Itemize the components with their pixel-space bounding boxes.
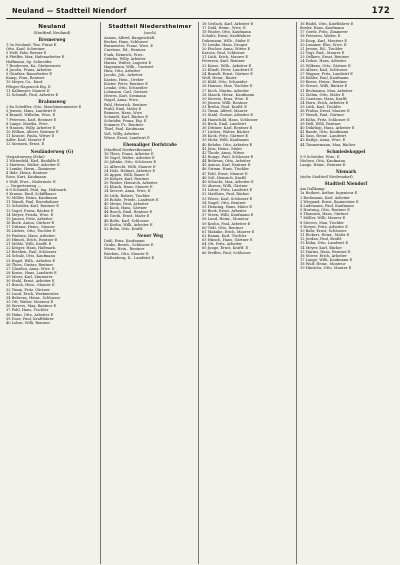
resident-list — [300, 175, 392, 179]
resident-entry: 39 Hell, Willi, Rentner — [300, 121, 341, 126]
resident-entry: 29 Sievers, Erna, Wwe. E — [202, 96, 249, 101]
resident-entry: 34 Horn, Erich, Arbeiter E — [300, 100, 349, 105]
resident-entry: 20 Fischer, Anna, Witwe E — [202, 46, 251, 51]
resident-entry: 31 Beckmann, Max, Arbeiter — [300, 88, 353, 93]
resident-entry: 1a Rothert, Arthur, Ingenieur E — [300, 191, 358, 196]
resident-list — [104, 148, 196, 231]
resident-entry: 40 Dührkop, Hans, Arbeiter E — [300, 125, 355, 130]
resident-entry: 4 Lüdemann, Paul, Kaufmann — [300, 203, 354, 208]
street-heading: Neuländerweg (G) — [30, 148, 74, 154]
street-heading: Ehemaliger Dorfstraße — [123, 141, 177, 147]
resident-entry: 43 Runge, Paul, Schlosser E — [202, 155, 254, 159]
resident-entry: 51 Lohse, Fritz, Landwirt E — [202, 188, 253, 193]
column-title: Neuland — [38, 24, 66, 30]
resident-entry: Voß, Willy, Arbeiter — [104, 131, 140, 136]
resident-entry: 21 Möhle, Willi, Kraftf. E — [6, 241, 52, 246]
resident-entry: 5 Jensen, Hans, Landwirt E — [6, 109, 56, 114]
resident-entry: 1-3a Neuland, Tim. Franz E — [6, 43, 57, 47]
resident-entry: 14 Meyer, Karl, Bäcker — [300, 245, 343, 250]
resident-entry: Rose, Kurt, Kaufmann — [6, 175, 47, 180]
resident-list — [300, 22, 392, 147]
resident-entry: 19 Hinrichs, Otto, Maurer E — [300, 266, 352, 271]
page-header — [6, 4, 394, 19]
resident-entry: 37 Pohl, Hans, Tischler — [6, 308, 49, 313]
directory-columns — [6, 19, 394, 564]
resident-entry: 65 Junge, Ernst, Kraftf. E — [202, 246, 249, 251]
resident-entry: 38 Rohde, Friedr., Landwirt E — [104, 197, 159, 202]
resident-list — [6, 43, 98, 97]
street-heading: Brahmsweg — [38, 99, 66, 105]
resident-entry: 24 Holz, Helmut, Arbeiter E — [104, 168, 156, 173]
resident-entry: 38 Köhn, Fritz, Schlosser E — [300, 117, 350, 122]
resident-entry: 5 Hartung, Otto, Rentner E — [300, 208, 350, 213]
resident-entry: 12 Schröder, Karl, Rentner E — [6, 204, 59, 209]
resident-entry: 37 Lüders, Walter, Bäcker — [202, 130, 250, 135]
running-head: Neuland — Stadtteil Niendorf — [12, 7, 127, 15]
resident-list — [300, 187, 392, 270]
resident-entry: Krause, Paul, Schlosser — [202, 51, 245, 56]
resident-entry: 42 Kock, Hans, Gärtner — [104, 206, 147, 211]
resident-entry: 18 Petersen, Walter, E — [300, 34, 341, 39]
resident-entry: Otto, Kauf. Schreiner — [6, 47, 45, 52]
resident-entry: 66 Steffen, Paul, Schlosser — [202, 250, 251, 255]
resident-entry: Mewes, Karl, Seemann — [104, 94, 147, 99]
resident-entry: 45 Asmus, Karl, Rentner E — [202, 163, 251, 168]
resident-entry: 36 Lüth, Robert, Tischler — [104, 193, 150, 198]
resident-entry: 23 Oelkers, Ernst, Rentner — [300, 55, 350, 60]
resident-entry: Grube, Bernh., Schlosser E — [104, 243, 154, 248]
resident-entry: 9 Günther, Bauarbeiter E — [6, 72, 53, 77]
resident-entry: 26 Appen, Willi, Bauer E — [104, 172, 149, 177]
resident-entry: 25 Engel, Wilh., Arbeiter E — [6, 258, 56, 263]
resident-entry: 40 Meins, Paul, Arbeiter — [104, 201, 149, 206]
resident-entry: 11 Wandt, Paul, Eisenbahner — [6, 200, 59, 205]
resident-entry: 35 Lüth, Karl, Tischler — [300, 105, 342, 110]
resident-entry: 24 Dohse, Hans, Arbeiter — [300, 59, 347, 64]
resident-entry: 56 Bock, Ernst, Arbeiter — [202, 209, 247, 214]
resident-entry: 33 Carstens, Hans, Kraftf. — [300, 96, 348, 101]
resident-entry: 27 Claußen, Anna, Wwe. E — [6, 266, 55, 271]
resident-entry: 5 Wolf, Wwe., Malermstr. E — [6, 179, 56, 184]
resident-entry: 52 Behn, Otto, Kraftf. — [104, 226, 144, 231]
column-title: Stadtteil Niederstheimer — [108, 24, 192, 30]
resident-entry: Becker, Hans, Schlosser — [104, 40, 149, 45]
resident-entry: Carstens, Ed., Rentner — [104, 48, 146, 53]
resident-entry: 10 Möller, Heinz, Kaufmann — [6, 196, 58, 201]
resident-entry: Nielsen, Otto, Kaufmann — [300, 158, 346, 163]
resident-entry: Dahl, Erna, Kaufmann — [104, 239, 145, 244]
resident-entry: Bosler, Hans, Kaufmann — [300, 26, 344, 31]
resident-entry: 2 Beckmann, Karl, Arbeiter — [300, 195, 351, 200]
resident-entry: 17 Gerds, Fritz, Zimmerer — [300, 30, 348, 35]
resident-entry: Kasten, Hein., Dreher — [104, 77, 144, 82]
resident-entry: 52 Matthies, Paul, Bäcker — [202, 192, 250, 197]
resident-list — [104, 36, 196, 140]
resident-entry: Pahl, Heinrich, Rentner — [104, 102, 148, 107]
street-heading: Stadtteil Niendorf — [324, 181, 368, 187]
resident-entry: 22 Kruse, Wilh., Arbeiter E — [202, 63, 252, 68]
resident-entry: 1 Wittenfeld, Karl, Bauhilfe E — [6, 158, 60, 163]
resident-entry: 28 Kruse, Hans, Landwirt E — [6, 270, 57, 275]
resident-entry: 49 Schacht, Max, Arbeiter E — [202, 179, 254, 184]
resident-entry: 35 Beck, Emil, Landwirt — [202, 121, 247, 126]
resident-entry: 18 Vogel, Walter, Arbeiter E — [104, 156, 155, 161]
resident-entry: 54 Nagel, Otto, Rentner — [202, 200, 246, 205]
resident-entry: 23 Riecken, Paul, Schlosser — [6, 250, 57, 255]
resident-entry: 46 Grimm, Hans, Tischler — [202, 167, 249, 172]
resident-entry: 58 Lund, Heinr., Monteur — [202, 217, 249, 222]
resident-entry: 30 Struve, Willi, Bäcker E — [300, 84, 348, 89]
resident-entry: 29 Meier, Karl, Zimmerer — [6, 275, 53, 280]
resident-entry: 33 Stahl, Gustav, Arbeiter E — [202, 113, 253, 118]
resident-entry: 9 Hansen, Willy, Arbeiter E — [6, 125, 56, 130]
resident-entry: 62 Ramm, Karl, Tischler — [202, 233, 247, 238]
resident-entry: Adler, Karl, Maurer E — [6, 138, 46, 143]
resident-entry: Funk, Heinrich, Wwe. — [104, 52, 144, 57]
resident-entry: 5-9 Schröder, Wwe. E — [300, 154, 340, 159]
resident-entry: 55 Henning, Hans, Maler E — [202, 204, 252, 209]
resident-entry: Prahl, Emil, Maler E — [104, 106, 142, 111]
resident-entry: Am Dallkamp — [300, 187, 325, 192]
resident-entry: Dohrmann, Wilh., Maler E — [202, 38, 250, 43]
resident-entry: Reimers, Hans, Wwe. — [104, 110, 144, 115]
resident-entry: 53 Wiese, Karl, Schlosser E — [202, 196, 253, 201]
resident-entry: 11 Rickert, Heinr., Maler E — [300, 233, 350, 238]
resident-entry: Petersen, Karl, Rentner — [202, 59, 245, 64]
resident-list — [202, 22, 294, 255]
resident-entry: 41 Baade, Otto, Kaufmann — [300, 130, 349, 135]
resident-entry: Köster, Peter, Rentner E — [104, 81, 148, 86]
resident-entry: 15 Jansen, Fritz, Arbeiter — [6, 216, 53, 221]
resident-entry: 34 Hauschild, Hans, Schlosser — [202, 117, 258, 122]
resident-entry: 28 Kröger, Karl, Rentner — [104, 177, 150, 181]
resident-entry: 35 Ott, Walter, Monteur E — [6, 300, 54, 305]
resident-entry: 22 Albrecht, Willi, Maurer E — [104, 164, 156, 169]
resident-entry: 19 Paulsen, Hans, Arbeiter — [6, 233, 56, 238]
resident-entry: 16 Rüdel, Otto, Kraftfahrer E — [300, 22, 354, 26]
resident-entry: 10 Bahr, Ernst, Schlosser — [300, 228, 347, 233]
resident-entry: Gehrke, Willy, Arbeiter — [104, 56, 146, 61]
resident-entry: 13 Kühn, Otto, Landwirt E — [300, 241, 349, 246]
resident-entry: 7 Brodersen, Ka. Gärtnermstr. — [6, 63, 62, 68]
resident-entry: 22 Vogt, Rud., Maurer E — [300, 51, 345, 56]
resident-entry: Vorgartenweg (Ecke) — [6, 154, 45, 159]
resident-entry: 38 Kock, Fritz, Gärtner E — [202, 134, 249, 139]
resident-entry: Wiese, Ernst, Landwirt E — [104, 135, 150, 140]
resident-entry: 42 Thode, Anna, Witwe — [202, 150, 245, 155]
resident-entry: 20 Hinsch, Erich, Rentner E — [6, 237, 58, 242]
column-3 — [202, 22, 297, 564]
resident-entry: 44 Timmermann, Max, Bäcker — [300, 142, 356, 147]
resident-entry: 48 Bolte, Karl, Schlosser — [104, 218, 150, 223]
resident-entry: 24 Brandt, Ernst, Gärtner E — [202, 71, 253, 76]
resident-entry: Asmus, Alfred, Baugeschäft — [104, 36, 155, 40]
resident-entry: 39 Mohr, Willi, Kaufmann — [202, 138, 249, 143]
resident-entry: 20 Jahnke, Otto, Schlosser E — [104, 160, 157, 165]
street-heading: Schmiedekoppel — [326, 148, 366, 154]
resident-entry: 34 Sievert, Anna, Wwe. E — [104, 189, 151, 194]
resident-entry: Riecken, Otto, Maurer E — [104, 251, 149, 256]
resident-entry: 3 Wiegand, Ernst, Baumeister E — [300, 199, 359, 204]
resident-entry: Schultz, Ernst, Kraftfahrer — [202, 34, 251, 39]
resident-entry: 30 Stahl, Ernst, Arbeiter E — [6, 279, 55, 284]
resident-entry: 12 Schmidt, Paul, Arbeiter E — [6, 92, 59, 97]
resident-entry: 26 Hansen, Max, Tischler E — [202, 84, 253, 89]
resident-entry: 6-8 Schmidt, Paul, Ing. Hafenarb. — [6, 187, 68, 192]
resident-entry: 8 Lange, Martha, Wwe. — [6, 121, 49, 126]
resident-entry: 8 Sievers, Max, Tischler — [300, 220, 345, 225]
resident-entry: 16 Bock, Anton, Gärtner E — [6, 221, 55, 226]
resident-entry: Nagel, Anna, Wwe. — [104, 98, 139, 103]
resident-entry: 12 Jordan, Paul, Kraftf. — [300, 237, 342, 242]
street-heading: Neuer Weg — [137, 233, 163, 239]
resident-entry: 64 Ott, Fritz, Arbeiter — [202, 242, 242, 247]
resident-entry: 40 Rehder, Otto, Arbeiter E — [202, 142, 253, 147]
resident-entry: 63 Hinsch, Hans, Gärtner E — [202, 238, 253, 243]
resident-entry: 60 Tödt, Otto, Rentner — [202, 225, 244, 230]
resident-entry: 36 Frahm, Ernst, Maurer E — [300, 109, 350, 114]
column-4 — [300, 22, 394, 564]
resident-entry: 57 Steen, Willi, Kaufmann E — [202, 213, 254, 218]
resident-entry: 38 Hahn, Otto, Arbeiter E — [6, 312, 54, 317]
resident-entry: 2-4a Scheffler, Otto, Maschinenmeister E — [6, 105, 82, 110]
resident-entry: 27 Wagner, Fritz, Landwirt E — [300, 71, 353, 76]
resident-entry: 13 Vogel, Franz, Bäcker E — [6, 208, 54, 213]
resident-entry: Harms, Walter, Lagerist E — [104, 60, 152, 65]
resident-entry: 30 Winter, Heinrich, Arbeiter — [104, 181, 158, 186]
resident-entry: 10 Wilken, Albert, Rentner E — [6, 129, 59, 134]
resident-entry: 33 Lund, Erich, Werkmeister — [6, 291, 59, 296]
resident-entry: 29 Reese, Heinr., Rentner — [300, 80, 348, 85]
resident-entry: 44 Behrens, Otto, Arbeiter — [202, 159, 251, 164]
resident-entry: Kamp, Frau, Rentner — [6, 76, 45, 81]
resident-list — [300, 155, 392, 167]
resident-entry: 18 Wulf, Heinr., Monteur — [300, 262, 346, 267]
resident-entry: (Stadtteil Niederstheimer) — [104, 147, 153, 152]
resident-entry: 16 Thies, Franz, Arbeiter E — [104, 152, 154, 157]
resident-entry: 48 Voß, Heinrich, Kraftf. — [202, 175, 247, 180]
resident-entry: 36 Dittmer, Karl, Rentner E — [202, 125, 253, 130]
resident-entry: 4 Ihde, Heinz, Rentner — [6, 171, 48, 176]
resident-entry: 25 Kühl, Otto, Schneider — [202, 80, 248, 85]
resident-entry: 24 Schulz, Otto, Kaufmann — [6, 254, 56, 259]
column-2 — [104, 22, 199, 564]
resident-entry: 6 Pfeiffer, Max, Hafenarbeiter E — [6, 55, 65, 60]
resident-entry: 26 Albers, Karl, Schlosser — [300, 67, 348, 72]
resident-entry: 9 Dreyer, Fritz, Arbeiter E — [300, 224, 348, 229]
resident-list — [104, 239, 196, 260]
resident-entry: Lohmann, Carl, Gärtner — [104, 90, 148, 95]
resident-entry: 44 Busch, Emil, Rentner E — [104, 210, 153, 215]
resident-list — [6, 105, 98, 147]
resident-entry: 9 Krause, Emil, Schiffbauer — [6, 192, 57, 196]
resident-entry: 20 Lemmer, Else, Wwe. E — [300, 42, 347, 47]
resident-entry: 7 Möller, Willi, Maurer E — [300, 216, 346, 221]
resident-entry: 17 Lange, Willi, Kaufmann E — [300, 257, 353, 262]
resident-entry: 14 Meyer, Frieda, Wwe. E — [6, 212, 54, 217]
page-number: 172 — [371, 6, 390, 16]
resident-entry: 15 Harms, Hans, Rentner E — [300, 249, 351, 254]
resident-entry: 47 Pohl, Ernst, Maurer E — [202, 171, 248, 176]
resident-entry: 11 Krause, Paula, Witwe E — [6, 134, 55, 139]
resident-entry: 2 Martens, Walter, Arbeiter E — [6, 162, 60, 167]
resident-entry: 8 Jacobs, Franz, Arbeiter — [6, 67, 52, 72]
resident-entry: 36 Sievers, Max, Rentner E — [6, 304, 57, 309]
resident-entry: 25 Wilkens, Otto, Gärtner E — [300, 63, 351, 68]
resident-entry: Wolf, Heinr., Bauer — [202, 76, 237, 81]
column-1 — [6, 22, 101, 564]
resident-entry: 37 Wendt, Paul, Gärtner — [300, 113, 345, 118]
resident-entry: 28 Maack, Heinr., Kaufmann — [202, 92, 255, 97]
resident-entry: 41 Jöns, Heinr., Maler — [202, 146, 243, 151]
resident-entry: 61 Mahnke, Erich, Maurer E — [202, 229, 255, 234]
resident-entry: 16 Stöver, Erich, Arbeiter — [300, 253, 347, 258]
resident-entry: Schmidt, Karl, Bäcker E — [104, 114, 148, 119]
resident-entry: 30 Jensen, Willi, Rentner — [202, 100, 248, 105]
resident-entry: 42 Sass, Heinr., Landwirt — [300, 134, 347, 139]
resident-entry: 11 Kallmeyer, Maurer E — [6, 88, 50, 93]
street-heading: Niemark — [335, 169, 357, 175]
resident-entry: Pfleger-Hageneck Eig. E — [6, 84, 51, 89]
resident-entry: 12 Siemsen, Ernst, E — [6, 142, 45, 147]
resident-entry: Meins, Hein., Rentner — [104, 247, 145, 252]
resident-entry: (siehe Stadtteil Niedrendorf) — [300, 175, 353, 180]
column-subtitle: (noch) — [143, 30, 157, 35]
resident-entry: 5 Wolf, Fahr. Berner E — [6, 51, 47, 56]
resident-entry: 59 Krohn, Paul, Arbeiter E — [202, 221, 251, 226]
resident-entry: 32 Ziehm, Otto, Maler E — [300, 92, 345, 97]
resident-entry: 31 Busch, Hein., Maurer E — [6, 283, 55, 288]
resident-entry: 40 Lohse, Willi, Rentner — [6, 320, 51, 325]
resident-entry: — Vorgartenweg — — [6, 183, 42, 188]
resident-entry: 26 Thies, Gustav, Rentner — [6, 262, 54, 267]
resident-entry: Lemke, Otto, Schneider — [104, 85, 148, 90]
resident-entry: Hoffmann, Sp. Schneider — [6, 59, 52, 64]
resident-entry: 17 Dahl, Heinr., Wwe. E — [202, 26, 246, 31]
resident-entry: 18 Winter, Otto, Kaufmann — [202, 30, 251, 35]
resident-entry: Sommer, Fr., Rentner — [104, 123, 144, 128]
resident-entry: Lange, Heinr., Rentner E — [300, 163, 346, 167]
resident-entry: 39 Dose, Paul, Kraftfahrer — [6, 316, 54, 321]
resident-entry: 46 Groth, Ernst, Maler E — [104, 214, 150, 219]
street-heading: Bremerweg — [38, 37, 66, 42]
resident-entry: 32 Timm, Alfred, Maurer — [202, 109, 248, 114]
resident-entry: 21 Lüth, Erich, Maurer E — [202, 55, 249, 60]
resident-entry: 19 Lemke, Hans, Drogist — [202, 42, 248, 47]
resident-entry: 18 Lüders, Otto, Tischler E — [6, 229, 56, 234]
resident-entry: Thiel, Paul, Kaufmann — [104, 127, 145, 132]
resident-entry: 28 Kähler, Paul, Kaufmann — [300, 76, 349, 81]
resident-entry: 34 Behrens, Heinr., Schlosser — [6, 295, 61, 300]
resident-entry: 22 Kröger, Hans, Hafenarb. — [6, 246, 57, 251]
resident-entry: Hinz, Otto, Arbeiter — [104, 69, 141, 74]
column-subtitle: (Stadtteil Neuland) — [33, 30, 71, 35]
resident-entry: 17 Dittmer, Heinr., Maurer — [6, 225, 55, 230]
resident-entry: 32 Klinck, Hans, Maurer E — [104, 185, 153, 190]
resident-entry: 27 Koch, Martin, Arbeiter — [202, 88, 249, 93]
resident-entry: Jacobs, Joh., Arbeiter — [104, 73, 143, 78]
resident-entry: Schröder, Franz, Eig. E — [104, 119, 147, 124]
resident-entry: Hagemann, Wilh., Gastwirt — [104, 65, 154, 70]
resident-entry: Stoltenberg, K., Landwirt E — [104, 255, 155, 260]
resident-entry: 6 Brandt, Wilhelm, Wwe. E — [6, 113, 56, 118]
resident-entry: 23 Klindt, Peter, Landwirt E — [202, 67, 253, 72]
resident-entry: 31 Bruhn, Paul, Kraftf. E — [202, 105, 247, 110]
resident-entry: 43 Rathje, Anna, Wwe. E — [300, 138, 346, 143]
resident-list — [6, 155, 98, 325]
resident-entry: 3 Lemke, Herm., Zimmerer — [6, 167, 56, 172]
resident-entry: 19 Knop, Karl, Monteur E — [300, 38, 347, 43]
resident-entry: 16 Gerlach, Karl, Arbeiter E — [202, 22, 254, 26]
resident-entry: 10 Meyer, Ca., Kauf. — [6, 80, 44, 85]
resident-entry: 50 Krohn, Willi, Arbeiter E — [104, 222, 153, 227]
resident-entry: 21 Jessen, Ed., Tischler — [300, 46, 343, 51]
resident-entry: 50 Ahrens, Willi, Gärtner — [202, 184, 248, 189]
resident-entry: 32 Timm, Fritz, Gärtner — [6, 287, 50, 292]
resident-entry: 7 Petersen, Karl, Rentner E — [6, 117, 57, 122]
resident-entry: 6 Thomsen, Hans, Gärtner — [300, 212, 349, 217]
resident-entry: Burmeister, Franz, Wwe. E — [104, 44, 154, 49]
